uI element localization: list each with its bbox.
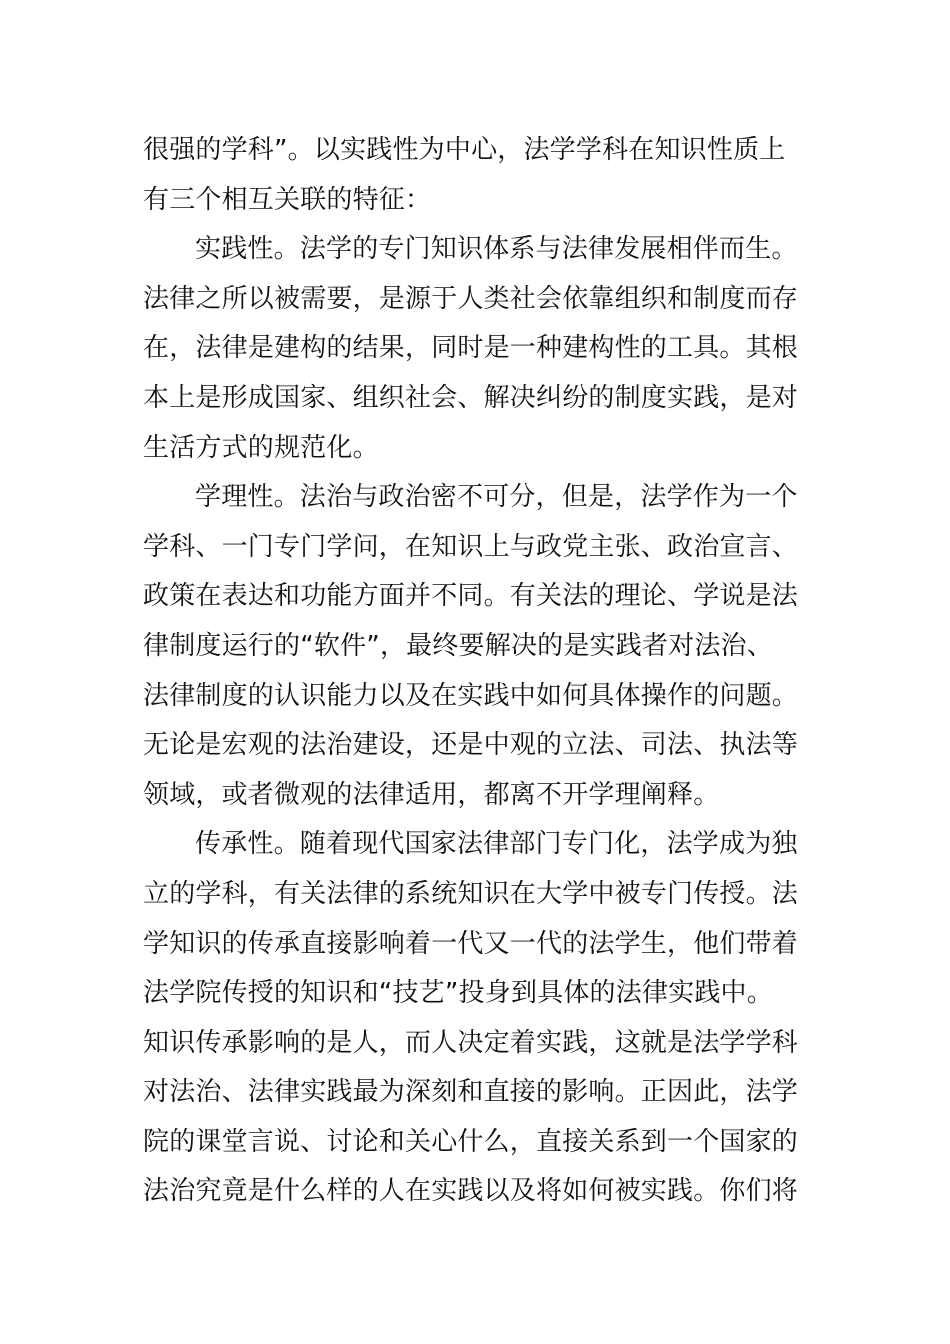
text-line: 政策在表达和功能方面并不同。有关法的理论、学说是法 [143,581,799,612]
text-line: 学科、一门专门学问，在知识上与政党主张、政治宣言、 [143,531,799,562]
text-line: 立的学科，有关法律的系统知识在大学中被专门传授。法 [143,878,799,909]
text-line: 对法治、法律实践最为深刻和直接的影响。正因此，法学 [143,1077,799,1108]
text-line: 在，法律是建构的结果，同时是一种建构性的工具。其根 [143,333,799,364]
text-line: 有三个相互关联的特征： [143,184,432,215]
text-line: 法治究竟是什么样的人在实践以及将如何被实践。你们将 [143,1176,799,1207]
paragraph-start-line: 实践性。法学的专门知识体系与法律发展相伴而生。 [195,234,798,265]
document-page [143,126,805,1217]
text-line: 律制度运行的“软件”，最终要解决的是实践者对法治、 [143,630,773,661]
paragraph-start-line: 传承性。随着现代国家法律部门专门化，法学成为独 [195,829,798,860]
text-line: 生活方式的规范化。 [143,432,379,463]
text-line: 学知识的传承直接影响着一代又一代的法学生，他们带着 [143,928,799,959]
text-line: 法学院传授的知识和“技艺”投身到具体的法律实践中。 [143,978,773,1009]
text-line: 本上是形成国家、组织社会、解决纠纷的制度实践，是对 [143,382,799,413]
paragraph-start-line: 学理性。法治与政治密不可分，但是，法学作为一个 [195,482,798,513]
text-line: 无论是宏观的法治建设，还是中观的立法、司法、执法等 [143,730,799,761]
text-line: 知识传承影响的是人，而人决定着实践，这就是法学学科 [143,1027,799,1058]
text-line: 领域，或者微观的法律适用，都离不开学理阐释。 [143,779,720,810]
text-line: 法律之所以被需要，是源于人类社会依靠组织和制度而存 [143,283,799,314]
text-line: 院的课堂言说、讨论和关心什么，直接关系到一个国家的 [143,1126,799,1157]
text-line: 法律制度的认识能力以及在实践中如何具体操作的问题。 [143,680,799,711]
text-line: 很强的学科”。以实践性为中心，法学学科在知识性质上 [143,135,786,165]
